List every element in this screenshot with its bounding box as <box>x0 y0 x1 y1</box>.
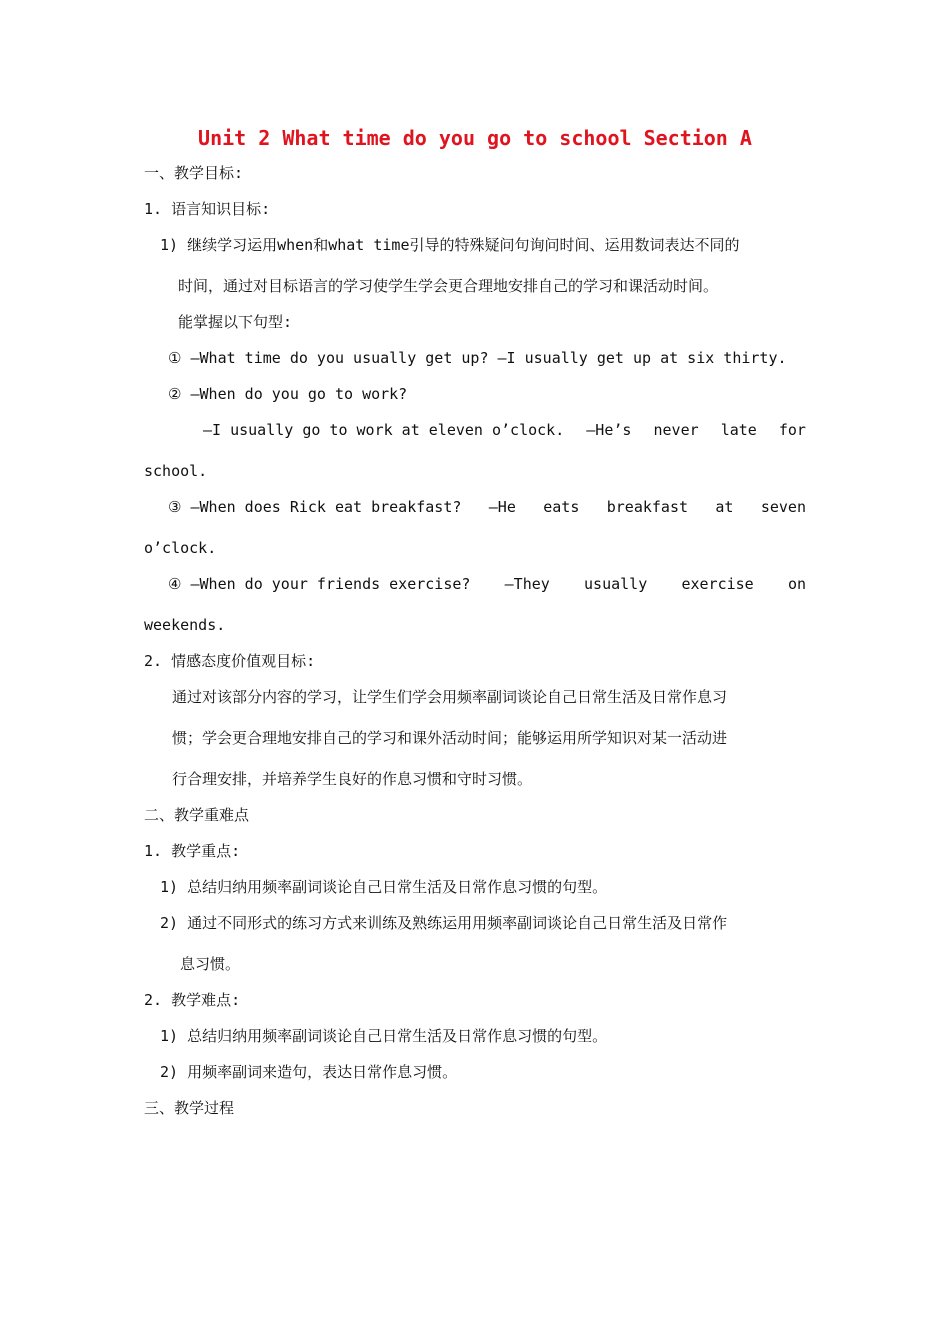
sentence-pattern-4-word: usually <box>584 575 648 593</box>
objective-paragraph-line-1: 1) 继续学习运用when和what time引导的特殊疑问句询问时间、运用数词表达不同的 <box>160 236 740 254</box>
sentence-pattern-4-word: on <box>787 575 806 593</box>
attitude-paragraph-line-1: 通过对该部分内容的学习，让学生们学会用频率副词谈论自己日常生活及日常作息习 <box>172 688 728 706</box>
sentence-pattern-2-word: for <box>778 421 806 439</box>
section-3-heading: 三、教学过程 <box>144 1099 235 1117</box>
objective-paragraph-line-3: 能掌握以下句型: <box>178 313 293 331</box>
subsection-2-1-heading: 1. 教学重点: <box>144 842 241 860</box>
attitude-paragraph-line-2: 惯；学会更合理地安排自己的学习和课外活动时间；能够运用所学知识对某一活动进 <box>172 729 728 747</box>
sentence-pattern-3-question: ③ —When does Rick eat breakfast? <box>168 498 462 516</box>
section-2-heading: 二、教学重难点 <box>144 806 250 824</box>
sentence-pattern-2-word: late <box>720 421 757 439</box>
subsection-2-2-heading: 2. 教学难点: <box>144 991 241 1009</box>
sentence-pattern-2-answer <box>203 420 806 440</box>
key-point-2-line-2: 息习惯。 <box>180 955 241 973</box>
attitude-paragraph-line-3: 行合理安排，并培养学生良好的作息习惯和守时习惯。 <box>172 770 533 788</box>
objective-paragraph-line-2: 时间，通过对目标语言的学习使学生学会更合理地安排自己的学习和课活动时间。 <box>178 277 719 295</box>
sentence-pattern-3-word: eats <box>543 498 580 516</box>
key-point-1: 1) 总结归纳用频率副词谈论自己日常生活及日常作息习惯的句型。 <box>160 878 608 896</box>
sentence-pattern-2-word: —He’s <box>586 421 632 439</box>
subsection-1-1-heading: 1. 语言知识目标: <box>144 200 271 218</box>
subsection-1-2-heading: 2. 情感态度价值观目标: <box>144 652 316 670</box>
sentence-pattern-4-word: —They <box>504 575 550 593</box>
difficult-point-2: 2) 用频率副词来造句，表达日常作息习惯。 <box>160 1063 458 1081</box>
sentence-pattern-3-continuation: o’clock. <box>144 539 217 557</box>
sentence-pattern-2-answer-question: —I usually go to work at eleven o’clock. <box>203 421 565 439</box>
key-point-2-line-1: 2) 通过不同形式的练习方式来训练及熟练运用用频率副词谈论自己日常生活及日常作 <box>160 914 728 932</box>
sentence-pattern-3-word: seven <box>760 498 806 516</box>
document-title: Unit 2 What time do you go to school Section A <box>198 126 752 150</box>
sentence-pattern-3-word: —He <box>488 498 516 516</box>
sentence-pattern-2-continuation: school. <box>144 462 208 480</box>
sentence-pattern-1: ① —What time do you usually get up? —I usually get up at six thirty. <box>168 349 787 367</box>
sentence-pattern-3-word: breakfast <box>606 498 689 516</box>
sentence-pattern-4 <box>168 574 806 594</box>
sentence-pattern-2-word: never <box>653 421 699 439</box>
sentence-pattern-2: ② —When do you go to work? <box>168 385 408 403</box>
sentence-pattern-4-question: ④ —When do your friends exercise? <box>168 575 471 593</box>
difficult-point-1: 1) 总结归纳用频率副词谈论自己日常生活及日常作息习惯的句型。 <box>160 1027 608 1045</box>
sentence-pattern-3 <box>168 497 806 517</box>
sentence-pattern-3-word: at <box>715 498 734 516</box>
sentence-pattern-4-continuation: weekends. <box>144 616 226 634</box>
sentence-pattern-4-word: exercise <box>681 575 754 593</box>
section-1-heading: 一、教学目标: <box>144 164 244 182</box>
